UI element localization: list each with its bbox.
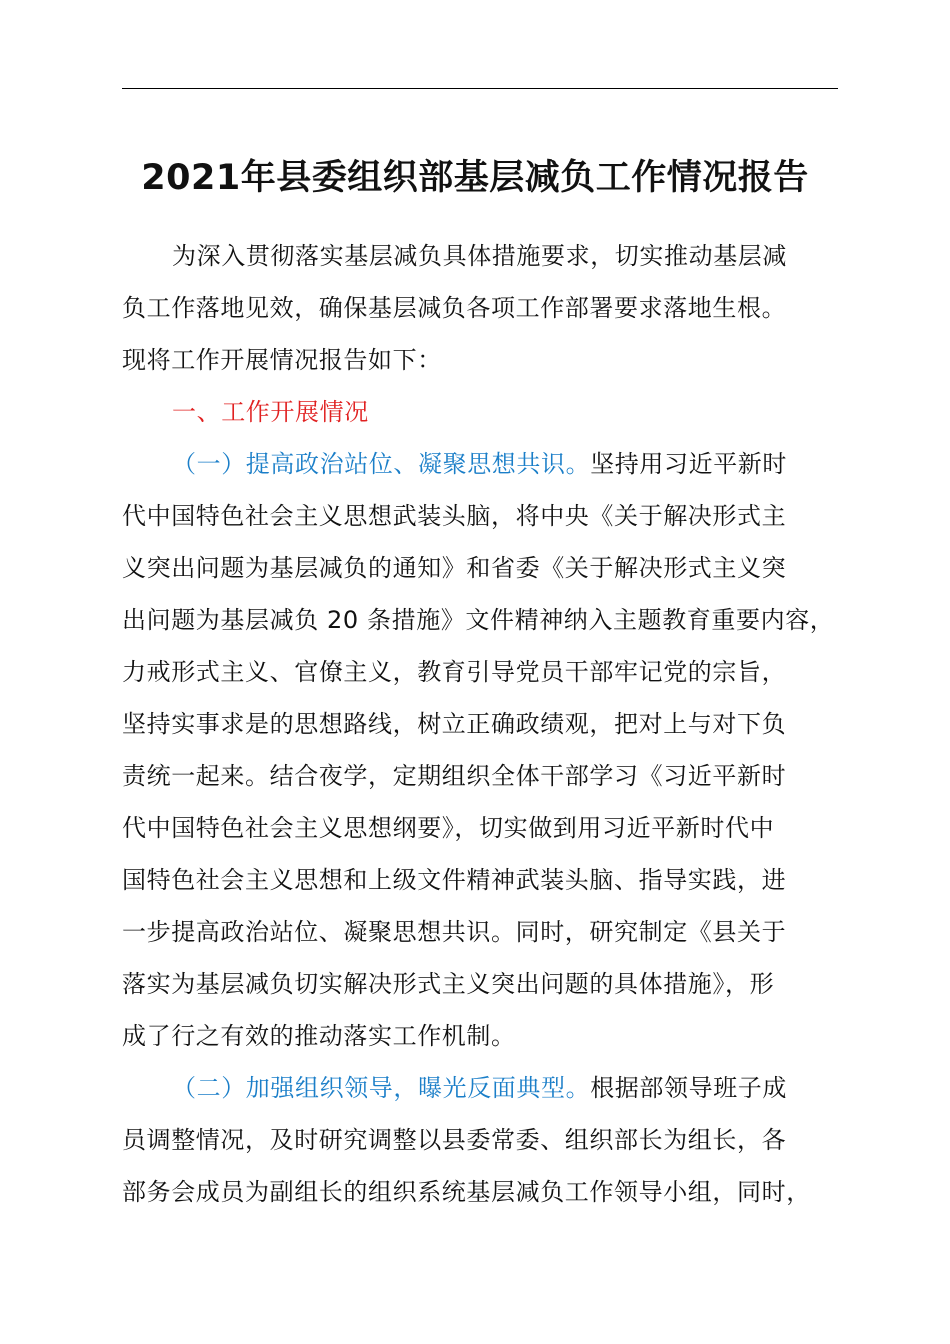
text-segment: 部务会成员为副组长的组织系统基层减负工作领导小组，同时， [122,1178,811,1206]
paragraph-line [172,1073,787,1103]
paragraph-line [122,1021,516,1051]
text-segment: 现将工作开展情况报告如下： [122,346,442,374]
paragraph-line [172,449,787,479]
text-segment: 国特色社会主义思想和上级文件精神武装头脑、指导实践，进 [122,866,787,894]
text-segment: 义突出问题为基层减负的通知》和省委《关于解决形式主义突 [122,554,787,582]
text-segment: 坚持实事求是的思想路线，树立正确政绩观，把对上与对下负 [122,710,787,738]
paragraph-line [122,709,786,739]
text-segment: 代中国特色社会主义思想纲要》，切实做到用习近平新时代中 [122,814,775,842]
paragraph-line [122,657,786,687]
paragraph-line [122,1177,811,1207]
paragraph-line [122,1125,786,1155]
text-segment: 出问题为基层减负 20 条措施》文件精神纳入主题教育重要内容， [122,606,835,634]
section-heading-text: 一、工作开展情况 [172,398,369,426]
paragraph-line [122,553,786,583]
text-segment: 落实为基层减负切实解决形式主义突出问题的具体措施》，形 [122,970,775,998]
text-segment: 为深入贯彻落实基层减负具体措施要求，切实推动基层减 [172,242,787,270]
text-segment: 员调整情况，及时研究调整以县委常委、组织部长为组长，各 [122,1126,787,1154]
subsection-heading-text: （一）提高政治站位、凝聚思想共识。 [172,450,591,478]
paragraph-line [122,293,786,323]
text-segment: 负工作落地见效，确保基层减负各项工作部署要求落地生根。 [122,294,787,322]
paragraph-line [122,605,834,635]
paragraph-line [122,345,442,375]
text-segment: 代中国特色社会主义思想武装头脑，将中央《关于解决形式主 [122,502,787,530]
section-heading [172,397,369,427]
text-segment: 根据部领导班子成 [590,1074,788,1102]
text-segment: 一步提高政治站位、凝聚思想共识。同时，研究制定《县关于 [122,918,787,946]
paragraph-line [122,917,786,947]
document-title: 2021年县委组织部基层减负工作情况报告 [141,158,809,198]
paragraph-line [122,761,786,791]
text-segment: 坚持用习近平新时 [590,450,788,478]
paragraph-line [122,865,786,895]
paragraph-line [122,969,774,999]
text-segment: 责统一起来。结合夜学，定期组织全体干部学习《习近平新时 [122,762,787,790]
paragraph-line [172,241,787,271]
text-segment: 成了行之有效的推动落实工作机制。 [122,1022,516,1050]
text-segment: 力戒形式主义、官僚主义，教育引导党员干部牢记党的宗旨， [122,658,787,686]
paragraph-line [122,813,774,843]
subsection-heading-text: （二）加强组织领导，曝光反面典型。 [172,1074,591,1102]
paragraph-line [122,501,786,531]
